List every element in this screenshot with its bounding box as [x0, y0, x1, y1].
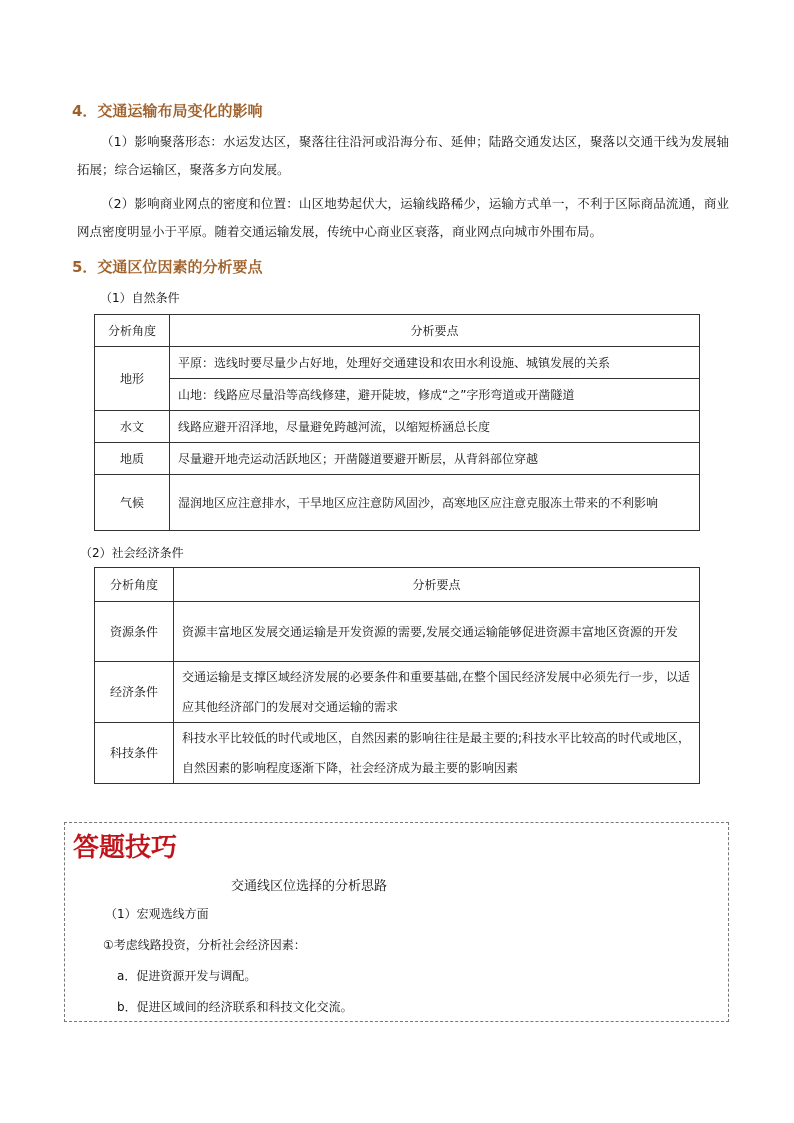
row-label-terrain: 地形 [95, 347, 170, 411]
row-label-technology: 科技条件 [95, 723, 174, 784]
row-text-geology: 尽量避开地壳运动活跃地区；开凿隧道要避开断层，从背斜部位穿越 [170, 443, 700, 475]
table-header-row [95, 568, 700, 602]
social-conditions-caption: （2）社会经济条件 [80, 546, 184, 560]
row-label-resources: 资源条件 [95, 602, 174, 662]
tips-line-1: （1）宏观选线方面 [105, 907, 209, 921]
section-5-heading: 5．交通区位因素的分析要点 [72, 258, 263, 276]
column-header-angle: 分析角度 [95, 315, 170, 347]
natural-conditions-caption: （1）自然条件 [100, 291, 180, 305]
answer-tips-subtitle: 交通线区位选择的分析思路 [231, 879, 388, 894]
row-text-terrain-mountain: 山地：线路应尽量沿等高线修建，避开陡坡，修成“之”字形弯道或开凿隧道 [170, 379, 700, 411]
tips-line-2: ①考虑线路投资，分析社会经济因素： [103, 938, 306, 952]
row-label-economy: 经济条件 [95, 662, 174, 723]
section-4-paragraph-2: （2）影响商业网点的密度和位置：山区地势起伏大，运输线路稀少，运输方式单一，不利于区际商品流通，商业网点密度明显小于平原。随着交通运输发展，传统中心商业区衰落，商业网点向城市外围布局。 [77, 196, 729, 239]
table-row [95, 347, 700, 379]
row-text-technology: 科技水平比较低的时代或地区，自然因素的影响往往是最主要的;科技水平比较高的时代或地区，自然因素的影响程度逐渐下降，社会经济成为最主要的影响因素 [174, 723, 700, 784]
table-header-row [95, 315, 700, 347]
section-4-heading: 4．交通运输布局变化的影响 [72, 102, 263, 120]
row-text-terrain-plain: 平原：选线时要尽量少占好地，处理好交通建设和农田水利设施、城镇发展的关系 [170, 347, 700, 379]
table-row [95, 475, 700, 531]
row-label-geology: 地质 [95, 443, 170, 475]
row-text-economy: 交通运输是支撑区域经济发展的必要条件和重要基础,在整个国民经济发展中必须先行一步，以适应其他经济部门的发展对交通运输的需求 [174, 662, 700, 723]
row-label-hydrology: 水文 [95, 411, 170, 443]
table-row [95, 379, 700, 411]
table-row [95, 443, 700, 475]
tips-line-4: b．促进区域间的经济联系和科技文化交流。 [117, 1000, 353, 1014]
row-label-climate: 气候 [95, 475, 170, 531]
tips-line-3: a．促进资源开发与调配。 [117, 969, 257, 983]
table-row [95, 662, 700, 723]
natural-conditions-table [94, 314, 700, 531]
table-row [95, 723, 700, 784]
row-text-resources: 资源丰富地区发展交通运输是开发资源的需要,发展交通运输能够促进资源丰富地区资源的开发 [174, 602, 700, 662]
social-conditions-table [94, 567, 700, 784]
row-text-hydrology: 线路应避开沼泽地，尽量避免跨越河流，以缩短桥涵总长度 [170, 411, 700, 443]
table-row [95, 602, 700, 662]
column-header-points: 分析要点 [174, 568, 700, 602]
column-header-angle: 分析角度 [95, 568, 174, 602]
section-4-paragraph-1: （1）影响聚落形态：水运发达区，聚落往往沿河或沿海分布、延伸；陆路交通发达区，聚落以交通干线为发展轴拓展；综合运输区，聚落多方向发展。 [77, 134, 729, 177]
answer-tips-box [64, 822, 729, 1022]
row-text-climate: 湿润地区应注意排水，干旱地区应注意防风固沙，高寒地区应注意克服冻土带来的不利影响 [170, 475, 700, 531]
table-row [95, 411, 700, 443]
answer-tips-title: 答题技巧 [73, 833, 178, 863]
column-header-points: 分析要点 [170, 315, 700, 347]
